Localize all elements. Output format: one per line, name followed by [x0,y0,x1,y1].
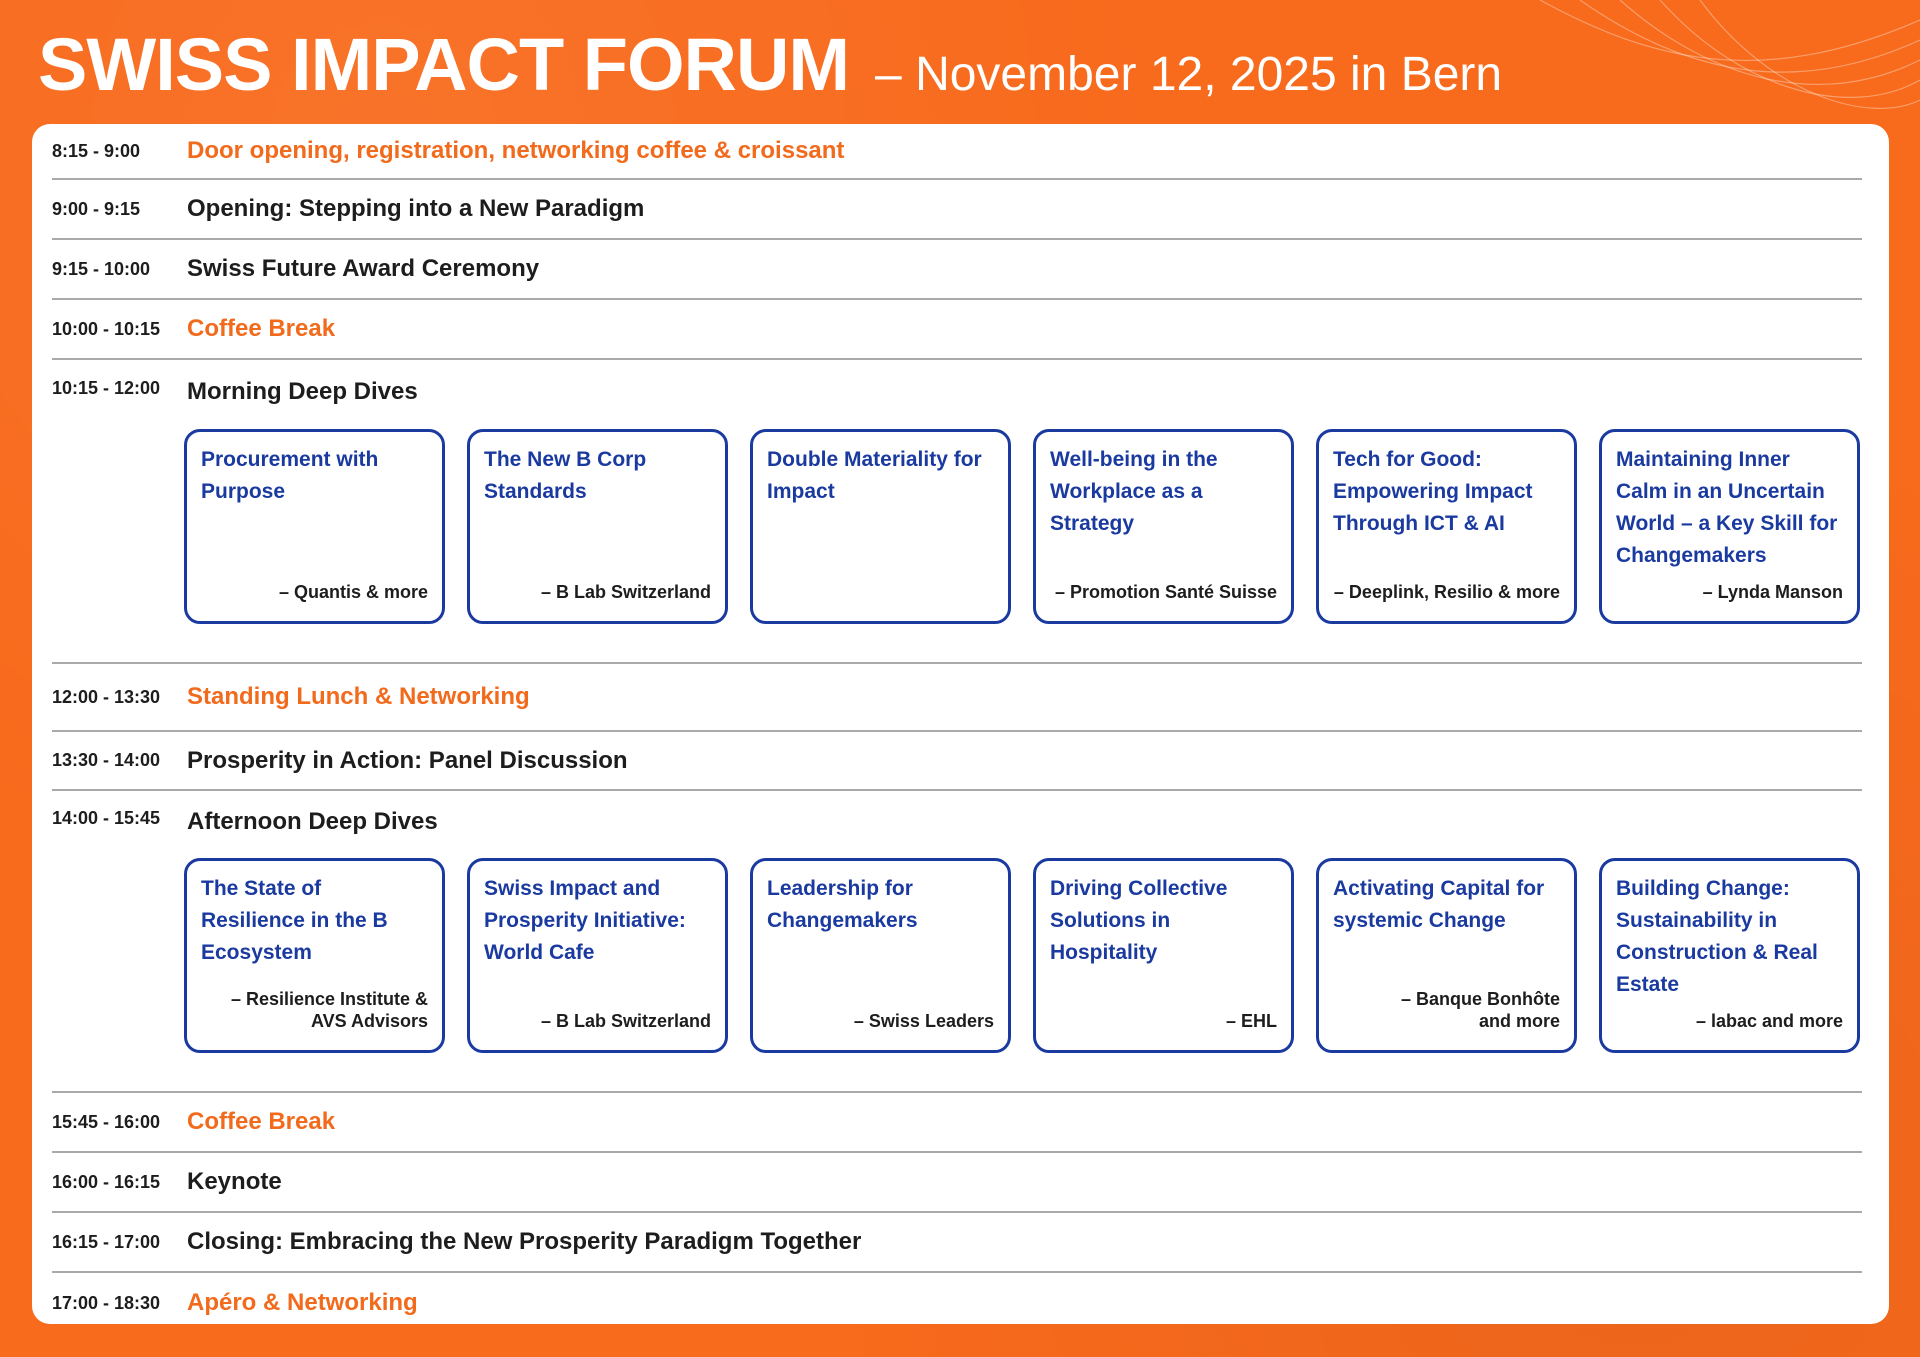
session-speaker: – labac and more [1695,1011,1843,1031]
session-title: Well-being in the Workplace as a Strategy [1050,448,1218,535]
session-speaker: – Deeplink, Resilio & more [1333,582,1560,602]
agenda-row [52,300,1862,360]
session-title: Building Change: Sustainability in Construction & Real Estate [1616,877,1818,996]
agenda-label: Coffee Break [187,315,336,342]
agenda-time: 16:15 - 17:00 [52,1231,161,1252]
agenda-time: 10:00 - 10:15 [52,318,161,339]
session-speaker: – Promotion Santé Suisse [1054,582,1277,602]
agenda-row [52,1093,1862,1153]
page-header [38,22,1502,118]
agenda-row [52,664,1862,732]
agenda-time: 12:00 - 13:30 [52,686,161,707]
agenda-label: Prosperity in Action: Panel Discussion [187,746,628,774]
session-speaker: – EHL [1225,1011,1277,1031]
session-title: Activating Capital for systemic Change [1333,877,1545,932]
session-title: The New B Corp Standards [484,448,647,503]
agenda-row [52,732,1862,791]
agenda-row [52,1213,1862,1273]
session-title: Leadership for Changemakers [767,877,918,932]
session-title: Driving Collective Solutions in Hospitality [1050,877,1228,964]
agenda-label: Standing Lunch & Networking [187,683,530,710]
session-card[interactable] [1599,429,1860,624]
session-card[interactable] [1316,858,1577,1053]
session-card[interactable] [750,858,1011,1053]
session-speaker: – B Lab Switzerland [540,582,711,602]
agenda-time: 14:00 - 15:45 [52,808,161,828]
session-title: Swiss Impact and Prosperity Initiative: World Cafe [484,877,686,964]
agenda-label: Closing: Embracing the New Prosperity Paradigm Together [187,1228,862,1255]
decorative-wave-lines [1500,0,1920,130]
session-card[interactable] [1316,429,1577,624]
session-card[interactable] [1599,858,1860,1053]
agenda-label: Keynote [187,1168,282,1195]
session-card[interactable] [184,858,445,1053]
session-speaker: – Banque Bonhôte and more [1400,989,1560,1031]
agenda-time: 17:00 - 18:30 [52,1292,161,1313]
agenda-row [52,240,1862,300]
session-card[interactable] [1033,429,1294,624]
page-title: SWISS IMPACT FORUM [38,23,850,106]
session-title: Tech for Good: Empowering Impact Through ICT & AI [1333,448,1533,535]
agenda-time: 9:00 - 9:15 [52,198,141,219]
agenda-label: Swiss Future Award Ceremony [187,255,540,282]
agenda-label: Morning Deep Dives [187,378,418,405]
session-speaker: – Swiss Leaders [853,1011,994,1031]
afternoon-sessions [184,858,1860,1053]
event-date-location: – November 12, 2025 in Bern [875,48,1503,101]
session-card[interactable] [467,429,728,624]
session-card[interactable] [750,429,1011,624]
session-title: Procurement with Purpose [201,448,379,503]
session-card[interactable] [1033,858,1294,1053]
session-speaker: – B Lab Switzerland [540,1011,711,1031]
agenda-time: 9:15 - 10:00 [52,258,151,279]
agenda-label: Afternoon Deep Dives [187,808,438,835]
agenda-time: 8:15 - 9:00 [52,140,141,161]
agenda-row [52,1273,1862,1333]
morning-sessions [184,429,1860,624]
session-card[interactable] [467,858,728,1053]
agenda-time: 13:30 - 14:00 [52,750,161,770]
agenda-label: Coffee Break [187,1108,336,1135]
agenda-time: 15:45 - 16:00 [52,1111,161,1132]
session-title: Double Materiality for Impact [767,448,982,503]
agenda-time: 10:15 - 12:00 [52,378,161,398]
agenda-row [52,1153,1862,1213]
agenda-label: Door opening, registration, networking coffee & croissant [187,137,845,164]
agenda-row [52,124,1862,180]
session-speaker: – Lynda Manson [1702,582,1843,602]
agenda-label: Opening: Stepping into a New Paradigm [187,195,645,222]
agenda-label: Apéro & Networking [187,1289,418,1316]
agenda-row [52,180,1862,240]
agenda-time: 16:00 - 16:15 [52,1171,161,1192]
session-title: The State of Resilience in the B Ecosystem [201,877,388,964]
session-title: Maintaining Inner Calm in an Uncertain World – a Key Skill for Changemakers [1616,448,1838,567]
session-speaker: – Resilience Institute & AVS Advisors [230,989,428,1031]
session-card[interactable] [184,429,445,624]
agenda-card [32,124,1889,1324]
session-speaker: – Quantis & more [278,582,428,602]
